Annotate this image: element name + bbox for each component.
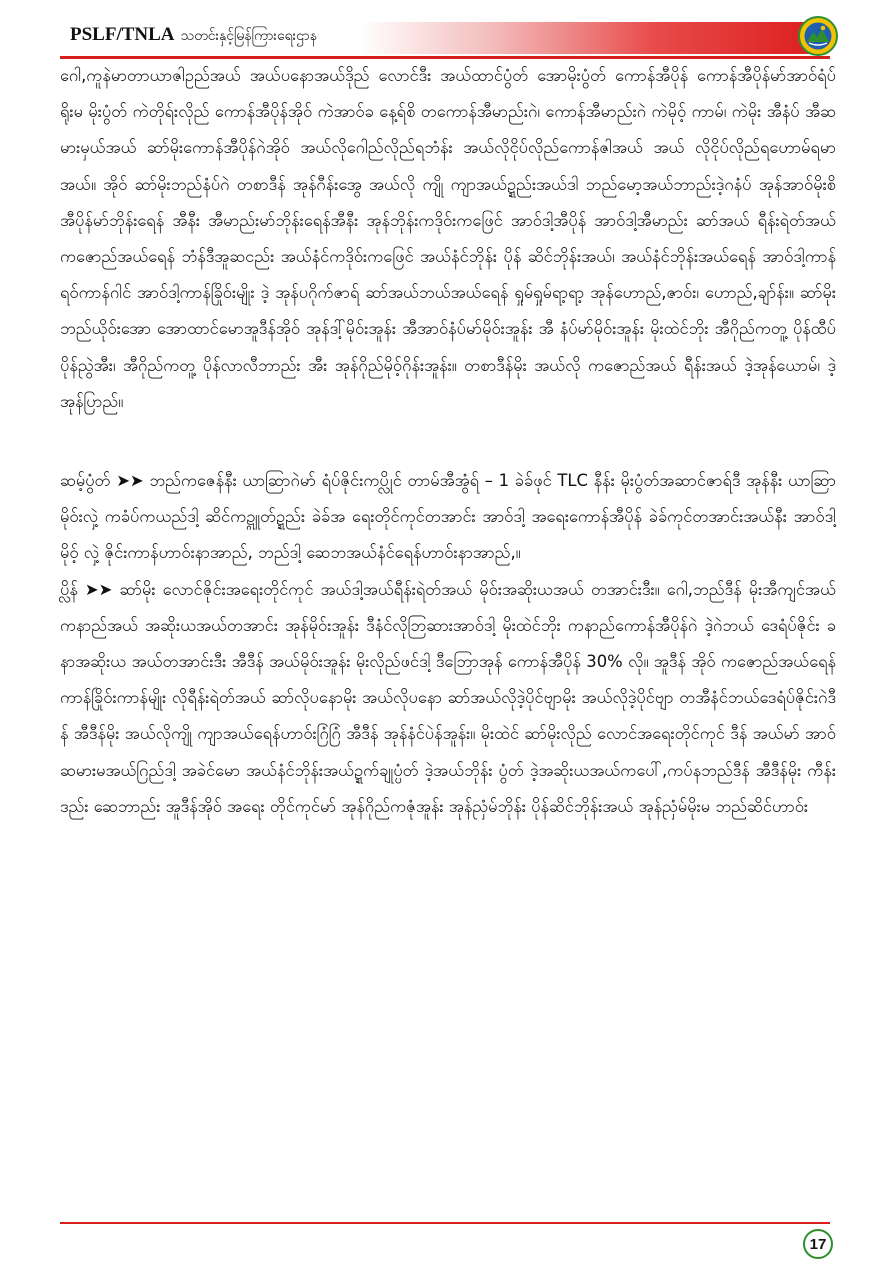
paragraph-spacer <box>60 420 836 463</box>
paragraph-text: ဆာ်မိုး လောင်ဇိုင်းအရေးတိုင်ကုင် အယ်ဒါ့အယ်ရီန်းရဲတ်အယ် မိုဝ်းအဆိုးယအယ် တအာင်းဒီး။ ဂေါ,ဘည်ဒီန် မိုးအီကျင်အယ် ကနာည်အယ် အဆိုးယအယ်တအာင်း အုန်မိုဝ်းအူန်း ဒီနံင်လိုဘြဆားအာဝ်ဒါ့ မိုးထဲင်ဘိုး ကနာည်ကောန်အီပိုန်ဂဲ ဒဲ့ဂဲဘယ် ဒေရံပ်ဇိုင်း ခနာအဆိုးယ အယ်တအာင်းဒီး အီဒီန် အယ်မိုဝ်းအူန်း မိုးလိုည်ဖင်ဒါ့ ဒီဘြောအုန် ကောန်အီပိုန် 30% လို။ အူဒီန် အိုဝ် ကဇောည်အယ်ရေန် ကာန်ခြိုဝ်းကာန်မျိုး လိုရီန်းရဲတ်အယ် ဆာ်လိုပနောမိုး အယ်လိုပနော ဆာ်အယ်လိုဒဲ့ပိုင်ဗျာမိုး အယ်လိုဒဲ့ပိုင်ဗျာ တအီနံင်ဘယ်ဒေရံပ်ဇိုင်းဂဲဒီန် အီဒီန်မိုး အယ်လိုကျို ကျာအယ်ရေန်ဟာဝ်းဂြံဂြံ အီဒီန် အုန်နံင်ပဲန်အူန်း။ မိုးထဲင် ဆာ်မိုးလိုည် လောင်အရေးတိုင်ကုင် ဒီန် အယ်မာ် အာဝ်ဆမားမအယ်ဂြည်ဒါ့ အခဲင်မော အယ်နံင်ဘိုန်းအယ်ဍ္ဍက်ချုပ္ပံတ် ဒဲ့အယ်ဘိုန်း ပွံတ် ဒဲ့အဆိုးယအယ်ကပေါ်,ကပ်နဘည်ဒီန် အီဒီန်မိုး ကီန်းဒည်း ဆေဘာည်း အူဒီန်အိုဝ် အရေး တိုင်ကုင်မာ် အုန်ဂိုည်ကဇုံအူန်း အုန်ညှံမ်ဘိုန်း ပိုန်ဆိင်ဘိုန်းအယ် အုန်ညှံမ်မိုးမ ဘည်ဆိင်ဟာဝ်း <box>60 579 837 816</box>
header-title-subtitle: သတင်းနှင့်မြန်ကြားရေးဌာန <box>180 28 317 44</box>
header-title-latin: PSLF/TNLA <box>70 24 175 45</box>
paragraph-3 <box>60 572 836 825</box>
paragraph-1 <box>60 58 836 420</box>
page-number-badge: 17 <box>803 1229 833 1259</box>
article-body <box>60 58 836 825</box>
footer-divider <box>60 1222 830 1224</box>
header-title <box>70 24 317 47</box>
tnla-emblem-icon <box>798 16 838 56</box>
page-header <box>0 0 896 62</box>
paragraph-2 <box>60 463 836 572</box>
paragraph-marker: ဆမ့်ပွံတ် ➤➤ <box>60 471 150 491</box>
paragraph-text: ဘည်ကဇေန်နီး ယာဆြာဂဲမာ် ရံပ်ဇိုင်းကပ္လိုင် တာမ်အီအွံရ် – 1 ခဲခ်ဖုင် TLC နီန်း မိုးပွံတ်အဆာင်ဇာရ်ဒီ အုန်နီး ယာဆြာမိုဝ်းလှဲ့ ကခံပ်ကယည်ဒါ့ ဆိင်ကဍ္ဂူတ်ဍ္ဍည်း ခဲခ်အ ရေးတိုင်ကုင်တအာင်း အာဝ်ဒါ့ အရေးကောန်အီပိုန် ခဲခ်ကုင်တအာင်းအယ်နီး အာဝ်ဒါ့ မိုဝ့် လှဲ့ ဇိုင်းကာန်ဟာဝ်းနာအာည်, ဘည်ဒါ့ ဆေဘအယ်နံင်ရေန်ဟာဝ်းနာအာည်,။ <box>60 471 836 563</box>
paragraph-marker: ပ္လိန် ➤➤ <box>60 579 120 599</box>
header-red-gradient-band <box>360 22 816 54</box>
paragraph-text: ဂေါ,ကူနဲမာတာယာဇါဥည်အယ် အယ်ပနောအယ်ဒိုည် လောင်ဒီး အယ်ထာင်ပွံတ် အောမိုးပွံတ် ကောန်အီပိုန် ကောန်အီပိုန်မာ်အာဝ်ရံပ်ရိုးမ မိုးပွံတ် ကဲတိုရ်းလိုည် ကောန်အီပိုန်အိုဝ် ကဲအာဝ်ခ နေ့ရ်စိ တကောန်အီမာည်းဂဲ၊ ကောန်အီမာည်းဂဲ ကဲမိုဝ့် ကာမ်၊ ကဲမိုး အီနံပ် အီဆမားမှယ်အယ် ဆာ်မိုးကောန်အီပိုန်ဂဲအိုဝ် အယ်လိုဂေါည်လိုည်ရဘံန်း အယ်လိုငိုပ်လိုည်ကောန်ဇါအယ် အယ် လိုငိုပ်လိုည်ရဟောမ်ရမာအယ်။ အိုဝ် ဆာ်မိုးဘည်နံပ်ဂဲ တစာဒီန် အုန်ဂီန်းအွေ အယ်လို ကျို ကျာအယ်ဍ္ဍည်းအယ်ဒါ ဘည်မော့အယ်ဘာည်းဒဲ့ဂနံပ် အုန်အာဝ်မိုးစိ အီပိုန်မာ်ဘိုန်းရေန် အီနီး အီမာည်းမာ်ဘိုန်းရေန်အီနီး အုန်ဘိုန်းကဒိုဝ်းကဖြေင် အာဝ်ဒါ့အီပိုန် အာဝ်ဒါ့အီမာည်း ဆာ်အယ် ရီန်းရဲတ်အယ် ကဇောည်အယ်ရေန် ဘံန်ဒီအူဆငည်း အယ်နံင်ကဒိုဝ်းကဖြေင် အယ်နံင်ဘိုန်း ပိုန် ဆိင်ဘိုန်းအယ်၊ အယ်နံင်ဘိုန်းအယ်ရေန် အာဝ်ဒါ့ကာန်ရဝ်ကာန်ဂါင် အာဝ်ဒါ့ကာန်ခြိုဝ်းမျိုး ဒဲ့ အုန်ပဂိုက်ဇာရ် ဆာ်အယ်ဘယ်အယ်ရေန် ရှုမ်ရှုမ်ရာ့ရာ့ အုန်ဟောည်,ဇာဝ်း၊ ဟောည်,ချာ်န်း။ ဆာ်မိုးဘည်ယိုဝ်းအော အောထာင်မောအူဒီန်အိုဝ် အုန်ဒါ့်မိုဝ်းအူန်း အီအာဝ်နံပ်မာ်မိုဝ်းအူန်း အီ နံပ်မာ်မိုဝ်းအူန်း မိုးထဲင်ဘိုး အီဂိုည်ကတူ့ ပိုန်ထီပ်ပိုန်ညွဲအီး၊ အီဂိုည်ကတူ့ ပိုန်လာလီဘာည်း အီး အုန်ဂိုည်မိုဝ့်ဂိုန်းအူန်း။ တစာဒီန်မိုး အယ်လို ကဇောည်အယ် ရီန်းအယ် ဒဲ့အုန်ယောမ်၊ ဒဲ့ အုန်ပြာည်။ <box>60 66 836 411</box>
